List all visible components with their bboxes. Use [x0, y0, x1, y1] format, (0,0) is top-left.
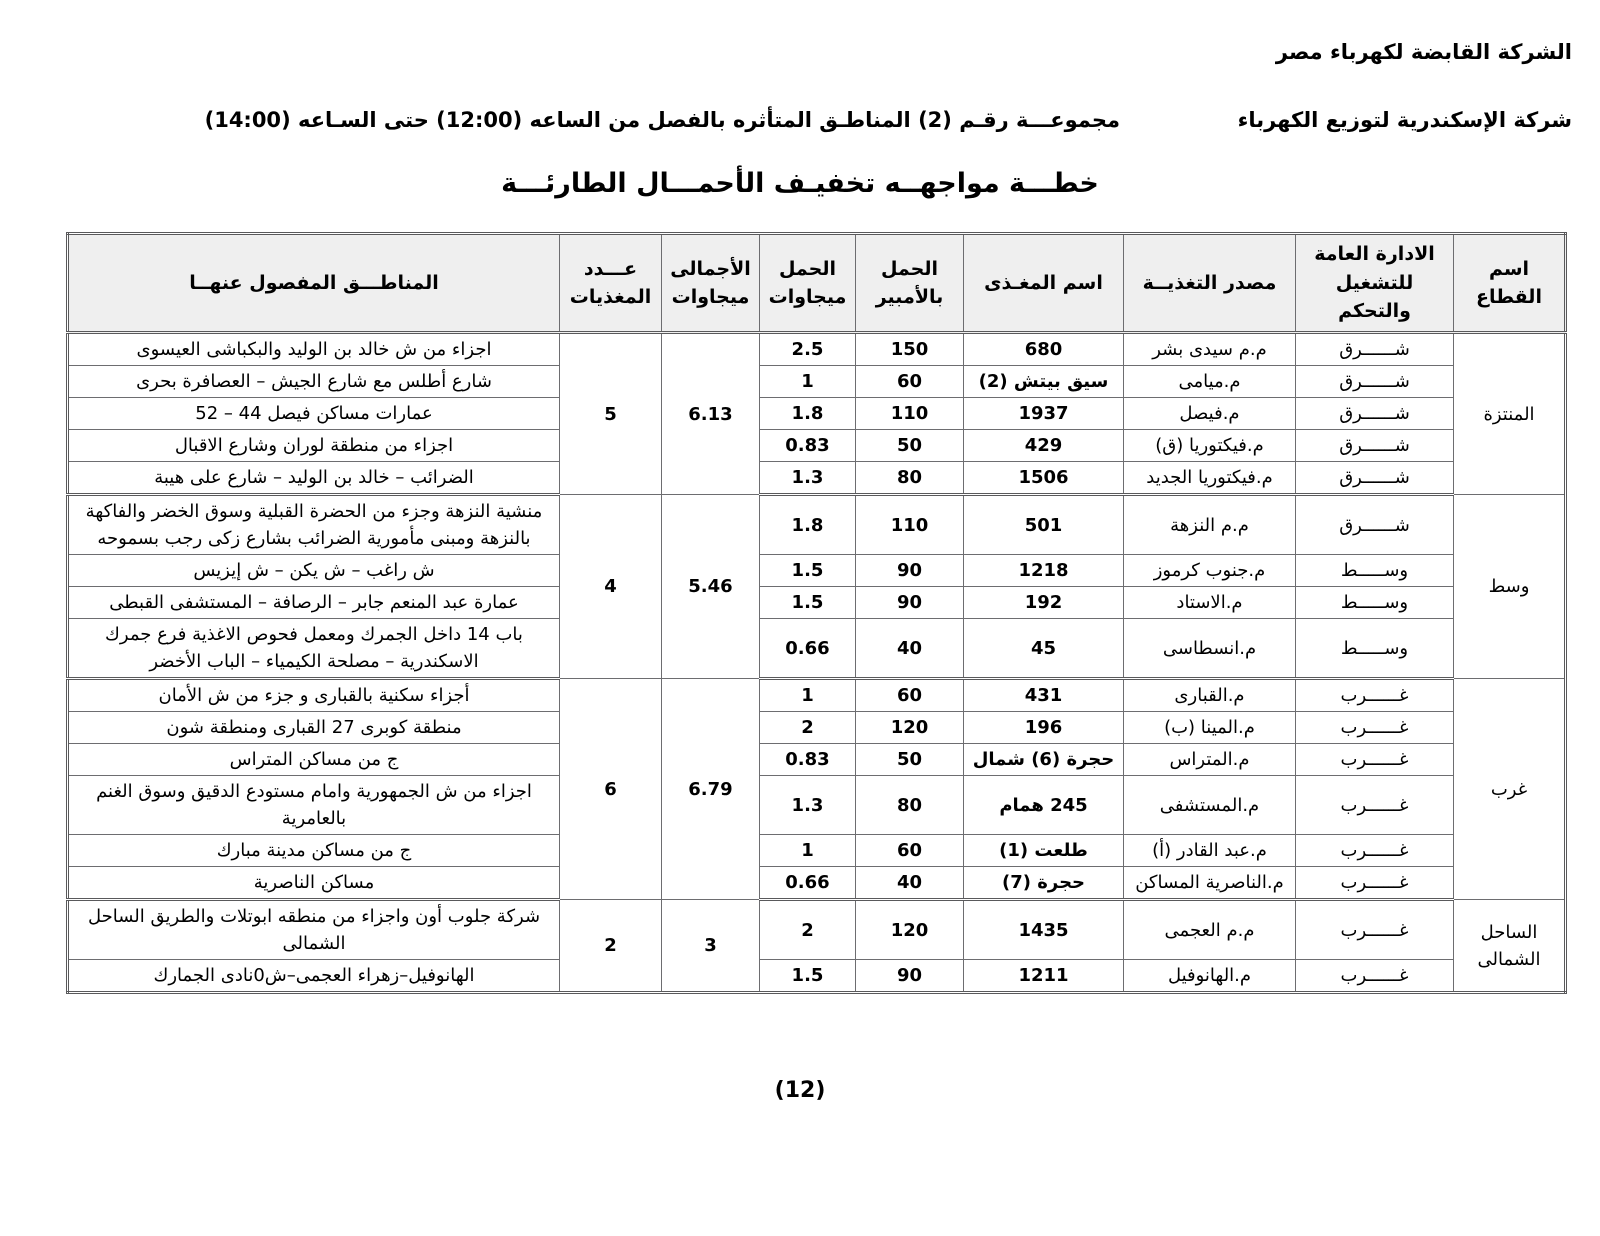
column-header-feeder-count — [560, 234, 662, 333]
page-title: خطـــة مواجهــه تخفيـف الأحمـــال الطارئـــة — [501, 168, 1099, 199]
feeder-name-cell: حجرة (6) شمال — [964, 744, 1124, 776]
feeder-name-cell: 1506 — [964, 462, 1124, 495]
load-mw-cell: 1.3 — [760, 462, 856, 495]
table-row — [68, 587, 1566, 619]
table-row — [68, 776, 1566, 835]
disconnected-areas-cell: اجزاء من ش خالد بن الوليد والبكباشى العيسوى — [68, 333, 560, 366]
feeder-name-cell: 431 — [964, 679, 1124, 712]
table-row — [68, 430, 1566, 462]
column-header-total-mw — [662, 234, 760, 333]
group-total-mw-cell: 6.13 — [662, 333, 760, 495]
sector-name-cell: وسط — [1454, 495, 1566, 679]
admin-region-cell: شــــــرق — [1296, 333, 1454, 366]
column-header-mw-line2: ميجاوات — [768, 286, 847, 308]
disconnected-areas-cell: منطقة كوبرى 27 القبارى ومنطقة شون — [68, 712, 560, 744]
feeder-name-cell: 1218 — [964, 555, 1124, 587]
feeder-name-cell: 429 — [964, 430, 1124, 462]
supply-source-cell: م.فيكتوريا الجديد — [1124, 462, 1296, 495]
admin-region-cell: غــــــرب — [1296, 679, 1454, 712]
admin-region-cell: غــــــرب — [1296, 744, 1454, 776]
load-amp-cell: 40 — [856, 619, 964, 679]
load-mw-cell: 1.8 — [760, 495, 856, 555]
load-shedding-table — [66, 232, 1567, 994]
table-row — [68, 835, 1566, 867]
feeder-name-cell: 245 همام — [964, 776, 1124, 835]
table-row — [68, 462, 1566, 495]
table-row — [68, 555, 1566, 587]
load-mw-cell: 1.5 — [760, 960, 856, 993]
column-header-total-mw-line1: الأجمالى — [670, 257, 751, 280]
load-amp-cell: 80 — [856, 776, 964, 835]
supply-source-cell: م.انسطاسى — [1124, 619, 1296, 679]
admin-region-cell: شــــــرق — [1296, 495, 1454, 555]
group-feeder-count-cell: 5 — [560, 333, 662, 495]
supply-source-cell: م.الهانوفيل — [1124, 960, 1296, 993]
load-mw-cell: 1.5 — [760, 587, 856, 619]
feeder-name-cell: 45 — [964, 619, 1124, 679]
admin-region-cell: غــــــرب — [1296, 867, 1454, 900]
load-mw-cell: 0.83 — [760, 744, 856, 776]
table-body — [68, 333, 1566, 993]
table-row — [68, 960, 1566, 993]
load-amp-cell: 60 — [856, 366, 964, 398]
load-amp-cell: 50 — [856, 430, 964, 462]
disconnected-areas-cell: عمارة عبد المنعم جابر – الرصافة – المستشفى القبطى — [68, 587, 560, 619]
admin-region-cell: شــــــرق — [1296, 366, 1454, 398]
supply-source-cell: م.القبارى — [1124, 679, 1296, 712]
admin-region-cell: شــــــرق — [1296, 462, 1454, 495]
column-header-admin-line2: للتشغيل والتحكم — [1335, 271, 1414, 323]
load-mw-cell: 1 — [760, 835, 856, 867]
load-mw-cell: 0.66 — [760, 867, 856, 900]
table-row — [68, 619, 1566, 679]
plan-table-container — [69, 232, 1567, 994]
column-header-mw-line1: الحمل — [778, 257, 837, 280]
disconnected-areas-cell: منشية النزهة وجزء من الحضرة القبلية وسوق الخضر والفاكهة بالنزهة ومبنى مأمورية الضرائب بشارع زكى رجب بسموحه — [68, 495, 560, 555]
table-row — [68, 333, 1566, 366]
disconnected-areas-cell: مساكن الناصرية — [68, 867, 560, 900]
feeder-name-cell: 680 — [964, 333, 1124, 366]
disconnected-areas-cell: باب 14 داخل الجمرك ومعمل فحوص الاغذية فرع جمرك الاسكندرية – مصلحة الكيمياء – الباب الأخضر — [68, 619, 560, 679]
disconnected-areas-cell: أجزاء سكنية بالقبارى و جزء من ش الأمان — [68, 679, 560, 712]
load-mw-cell: 1 — [760, 366, 856, 398]
document-header — [0, 0, 1600, 199]
disconnected-areas-cell: الهانوفيل–زهراء العجمى–ش0نادى الجمارك — [68, 960, 560, 993]
column-header-source: مصدر التغذيــة — [1124, 234, 1296, 333]
load-amp-cell: 50 — [856, 744, 964, 776]
supply-source-cell: م.م العجمى — [1124, 900, 1296, 960]
load-amp-cell: 60 — [856, 835, 964, 867]
load-amp-cell: 150 — [856, 333, 964, 366]
load-amp-cell: 110 — [856, 495, 964, 555]
sector-name-cell: غرب — [1454, 679, 1566, 900]
group-total-mw-cell: 6.79 — [662, 679, 760, 900]
load-amp-cell: 90 — [856, 555, 964, 587]
table-row — [68, 867, 1566, 900]
supply-source-cell: م.فيصل — [1124, 398, 1296, 430]
load-mw-cell: 1.8 — [760, 398, 856, 430]
group-feeder-count-cell: 4 — [560, 495, 662, 679]
column-header-total-mw-line2: ميجاوات — [671, 286, 750, 308]
load-amp-cell: 40 — [856, 867, 964, 900]
supply-source-cell: م.الناصرية المساكن — [1124, 867, 1296, 900]
load-amp-cell: 90 — [856, 587, 964, 619]
group-total-mw-cell: 3 — [662, 900, 760, 993]
admin-region-cell: شــــــرق — [1296, 398, 1454, 430]
load-amp-cell: 120 — [856, 900, 964, 960]
load-amp-cell: 90 — [856, 960, 964, 993]
group-feeder-count-cell: 2 — [560, 900, 662, 993]
feeder-name-cell: 501 — [964, 495, 1124, 555]
feeder-name-cell: 1937 — [964, 398, 1124, 430]
column-header-feeder-count-line1: عـــدد — [583, 257, 638, 280]
table-row — [68, 712, 1566, 744]
table-row — [68, 398, 1566, 430]
table-header-row — [68, 234, 1566, 333]
feeder-name-cell: سيق بيتش (2) — [964, 366, 1124, 398]
admin-region-cell: وســـــط — [1296, 587, 1454, 619]
supply-source-cell: م.المينا (ب) — [1124, 712, 1296, 744]
load-mw-cell: 1.3 — [760, 776, 856, 835]
disconnected-areas-cell: الضرائب – خالد بن الوليد – شارع على هيبة — [68, 462, 560, 495]
load-mw-cell: 1.5 — [760, 555, 856, 587]
feeder-name-cell: 1435 — [964, 900, 1124, 960]
load-amp-cell: 60 — [856, 679, 964, 712]
supply-source-cell: م.فيكتوريا (ق) — [1124, 430, 1296, 462]
column-header-amp-line1: الحمل — [880, 257, 939, 280]
load-amp-cell: 110 — [856, 398, 964, 430]
load-mw-cell: 2 — [760, 712, 856, 744]
disconnected-areas-cell: اجزاء من ش الجمهورية وامام مستودع الدقيق وسوق الغنم بالعامرية — [68, 776, 560, 835]
table-row — [68, 900, 1566, 960]
load-mw-cell: 2 — [760, 900, 856, 960]
load-mw-cell: 0.66 — [760, 619, 856, 679]
load-mw-cell: 1 — [760, 679, 856, 712]
column-header-feeder: اسم المغـذى — [964, 234, 1124, 333]
admin-region-cell: غــــــرب — [1296, 776, 1454, 835]
disconnected-areas-cell: اجزاء من منطقة لوران وشارع الاقبال — [68, 430, 560, 462]
table-row — [68, 366, 1566, 398]
column-header-admin-line1: الادارة العامة — [1314, 243, 1435, 266]
distribution-company-name: شركة الإسكندرية لتوزيع الكهرباء — [1237, 108, 1572, 132]
disconnected-areas-cell: شارع أطلس مع شارع الجيش – العصافرة بحرى — [68, 366, 560, 398]
admin-region-cell: وســـــط — [1296, 619, 1454, 679]
supply-source-cell: م.م النزهة — [1124, 495, 1296, 555]
table-header — [68, 234, 1566, 333]
column-header-amp-line2: بالأمبير — [875, 286, 944, 308]
column-header-feeder-count-line2: المغذيات — [569, 286, 652, 308]
group-total-mw-cell: 5.46 — [662, 495, 760, 679]
disconnected-areas-cell: عمارات مساكن فيصل 44 – 52 — [68, 398, 560, 430]
table-row — [68, 679, 1566, 712]
admin-region-cell: غــــــرب — [1296, 835, 1454, 867]
table-row — [68, 495, 1566, 555]
sector-name-cell: الساحل الشمالى — [1454, 900, 1566, 993]
feeder-name-cell: طلعت (1) — [964, 835, 1124, 867]
load-amp-cell: 80 — [856, 462, 964, 495]
supply-source-cell: م.الاستاد — [1124, 587, 1296, 619]
admin-region-cell: غــــــرب — [1296, 712, 1454, 744]
table-row — [68, 744, 1566, 776]
admin-region-cell: وســـــط — [1296, 555, 1454, 587]
feeder-name-cell: 196 — [964, 712, 1124, 744]
admin-region-cell: شــــــرق — [1296, 430, 1454, 462]
load-amp-cell: 120 — [856, 712, 964, 744]
supply-source-cell: م.ميامى — [1124, 366, 1296, 398]
group-schedule-line: مجموعـــة رقـم (2) المناطـق المتأثره بالفصل من الساعه (12:00) حتى السـاعه (14:00) — [204, 108, 1120, 132]
disconnected-areas-cell: ش راغب – ش يكن – ش إيزيس — [68, 555, 560, 587]
supply-source-cell: م.جنوب كرموز — [1124, 555, 1296, 587]
column-header-areas: المناطـــق المفصول عنهــا — [68, 234, 560, 333]
supply-source-cell: م.المستشفى — [1124, 776, 1296, 835]
supply-source-cell: م.المتراس — [1124, 744, 1296, 776]
column-header-mw — [760, 234, 856, 333]
column-header-admin — [1296, 234, 1454, 333]
column-header-sector: اسم القطاع — [1454, 234, 1566, 333]
admin-region-cell: غــــــرب — [1296, 960, 1454, 993]
supply-source-cell: م.م سيدى بشر — [1124, 333, 1296, 366]
load-mw-cell: 0.83 — [760, 430, 856, 462]
feeder-name-cell: 1211 — [964, 960, 1124, 993]
holding-company-name: الشركة القابضة لكهرباء مصر — [1275, 40, 1572, 64]
disconnected-areas-cell: ج من مساكن مدينة مبارك — [68, 835, 560, 867]
supply-source-cell: م.عبد القادر (أ) — [1124, 835, 1296, 867]
admin-region-cell: غــــــرب — [1296, 900, 1454, 960]
feeder-name-cell: حجرة (7) — [964, 867, 1124, 900]
disconnected-areas-cell: ج من مساكن المتراس — [68, 744, 560, 776]
feeder-name-cell: 192 — [964, 587, 1124, 619]
sector-name-cell: المنتزة — [1454, 333, 1566, 495]
page-number: (12) — [774, 1078, 826, 1103]
column-header-amp — [856, 234, 964, 333]
group-feeder-count-cell: 6 — [560, 679, 662, 900]
load-mw-cell: 2.5 — [760, 333, 856, 366]
disconnected-areas-cell: شركة جلوب أون واجزاء من منطقه ابوتلات والطريق الساحل الشمالى — [68, 900, 560, 960]
